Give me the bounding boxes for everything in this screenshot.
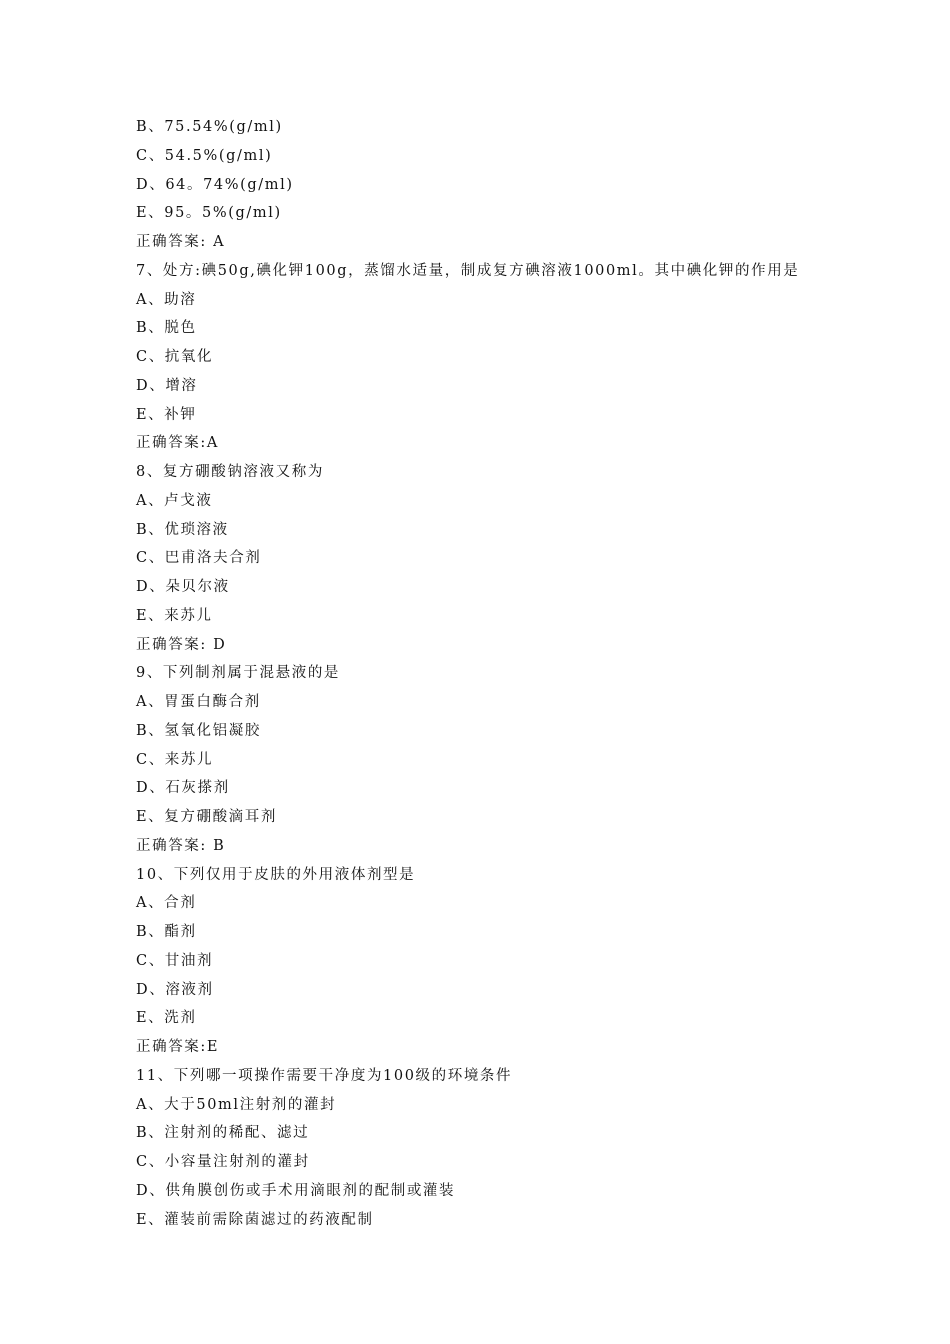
answer-line: 正确答案: D [136, 636, 227, 653]
option-line: A、助溶 [136, 291, 197, 308]
answer-line: 正确答案: A [136, 234, 226, 250]
option-line: C、抗氧化 [136, 349, 214, 365]
option-line: C、小容量注射剂的灌封 [136, 1154, 310, 1170]
option-line: E、补钾 [136, 406, 197, 423]
option-line: A、大于50ml注射剂的灌封 [136, 1096, 337, 1113]
option-line: B、脱色 [136, 320, 197, 337]
option-line: C、54.5%(g/ml) [136, 147, 273, 164]
option-line: B、优琐溶液 [136, 521, 229, 538]
option-line: B、75.54%(g/ml) [136, 119, 283, 135]
option-line: D、溶液剂 [136, 981, 214, 998]
option-line: D、石灰搽剂 [136, 780, 230, 797]
option-line: A、胃蛋白酶合剂 [136, 694, 261, 710]
option-line: B、氢氧化铝凝胶 [136, 722, 261, 739]
option-line: E、来苏儿 [136, 607, 213, 624]
option-line: A、卢戈液 [136, 492, 213, 509]
option-line: E、95。5%(g/ml) [136, 205, 282, 222]
option-line: D、64。74%(g/ml) [136, 176, 294, 193]
question-line: 7、处方:碘50g,碘化钾100g，蒸馏水适量，制成复方碘溶液1000ml。其中碘化钾的作用是 [136, 262, 800, 279]
question-line: 10、下列仅用于皮肤的外用液体剂型是 [136, 866, 416, 883]
option-line: B、注射剂的稀配、滤过 [136, 1125, 310, 1142]
question-line: 8、复方硼酸钠溶液又称为 [136, 464, 324, 480]
question-line: 11、下列哪一项操作需要干净度为100级的环境条件 [136, 1067, 513, 1084]
answer-line: 正确答案:A [136, 435, 219, 452]
option-line: C、甘油剂 [136, 952, 214, 969]
option-line: E、灌装前需除菌滤过的药液配制 [136, 1211, 374, 1228]
document-content [136, 113, 836, 1234]
option-line: D、供角膜创伤或手术用滴眼剂的配制或灌装 [136, 1182, 456, 1199]
option-line: C、巴甫洛夫合剂 [136, 550, 262, 567]
question-line: 9、下列制剂属于混悬液的是 [136, 665, 341, 682]
option-line: D、增溶 [136, 377, 198, 394]
answer-line: 正确答案: B [136, 837, 226, 854]
option-line: E、洗剂 [136, 1010, 197, 1027]
option-line: A、合剂 [136, 895, 197, 912]
option-line: D、朵贝尔液 [136, 579, 230, 595]
answer-line: 正确答案:E [136, 1039, 220, 1055]
option-line: B、酯剂 [136, 924, 197, 940]
option-line: E、复方硼酸滴耳剂 [136, 809, 277, 825]
option-line: C、来苏儿 [136, 751, 214, 768]
